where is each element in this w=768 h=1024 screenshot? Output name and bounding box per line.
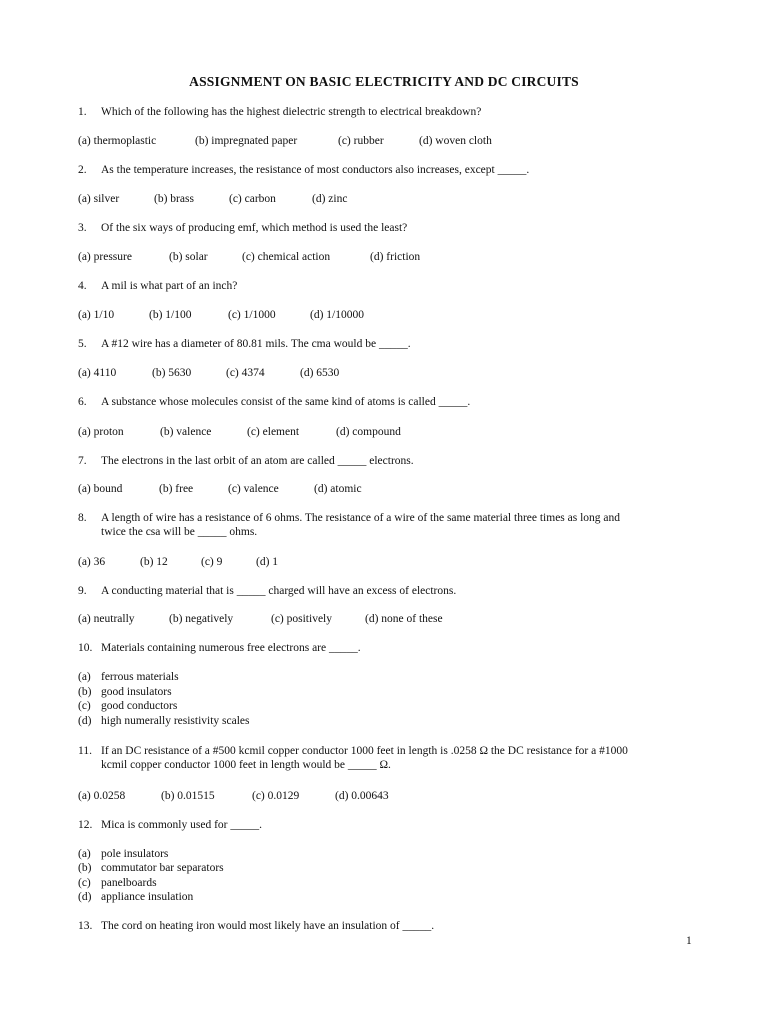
document-title: ASSIGNMENT ON BASIC ELECTRICITY AND DC CIRCUITS xyxy=(189,74,579,89)
option-a: (a) neutrally xyxy=(78,613,135,625)
option-text: good conductors xyxy=(101,700,178,712)
question-number: 4. xyxy=(78,280,87,292)
option-letter: (a) xyxy=(78,848,91,860)
question-text: A substance whose molecules consist of the same kind of atoms is called _____. xyxy=(101,396,471,408)
option-a: (a) silver xyxy=(78,193,120,205)
question-text: A length of wire has a resistance of 6 ohms. The resistance of a wire of the same material three times as long and xyxy=(101,512,621,524)
question-number: 12. xyxy=(78,819,93,831)
option-d: (d) 1 xyxy=(256,556,279,568)
option-a: (a) proton xyxy=(78,426,124,438)
option-c: (c) positively xyxy=(271,613,332,625)
option-a: (a) bound xyxy=(78,483,123,495)
question-text: If an DC resistance of a #500 kcmil copper conductor 1000 feet in length is .0258 Ω the DC resistance for a #1000 xyxy=(101,745,628,757)
option-b: (b) brass xyxy=(154,193,194,205)
question-text: The cord on heating iron would most likely have an insulation of _____. xyxy=(101,920,435,932)
option-c: (c) 0.0129 xyxy=(252,790,300,802)
option-b: (b) impregnated paper xyxy=(195,135,298,147)
option-letter: (b) xyxy=(78,862,92,874)
option-letter: (d) xyxy=(78,891,92,903)
option-c: (c) rubber xyxy=(338,135,384,147)
option-b: (b) free xyxy=(159,483,194,495)
question-text: As the temperature increases, the resistance of most conductors also increases, except _____. xyxy=(101,164,530,176)
question-number: 2. xyxy=(78,164,87,176)
question-number: 6. xyxy=(78,396,87,408)
question-text: Mica is commonly used for _____. xyxy=(101,819,262,831)
option-letter: (c) xyxy=(78,877,91,889)
option-c: (c) chemical action xyxy=(242,251,331,263)
question-number: 13. xyxy=(78,920,93,932)
question-number: 3. xyxy=(78,222,87,234)
question-text: The electrons in the last orbit of an atom are called _____ electrons. xyxy=(101,455,414,467)
option-a: (a) 36 xyxy=(78,556,106,568)
option-c: (c) element xyxy=(247,426,300,438)
option-d: (d) 6530 xyxy=(300,367,340,379)
question-text: Which of the following has the highest dielectric strength to electrical breakdown? xyxy=(101,106,482,118)
option-c: (c) 9 xyxy=(201,556,223,568)
question-text: A mil is what part of an inch? xyxy=(101,280,238,292)
option-text: panelboards xyxy=(101,877,157,889)
option-d: (d) atomic xyxy=(314,483,362,495)
option-b: (b) negatively xyxy=(169,613,234,625)
option-text: high numerally resistivity scales xyxy=(101,715,250,727)
option-text: commutator bar separators xyxy=(101,862,224,874)
question-number: 10. xyxy=(78,642,93,654)
question-text: Of the six ways of producing emf, which method is used the least? xyxy=(101,222,408,234)
option-b: (b) 0.01515 xyxy=(161,790,215,802)
option-d: (d) compound xyxy=(336,426,401,438)
option-text: good insulators xyxy=(101,686,172,698)
option-c: (c) carbon xyxy=(229,193,276,205)
option-text: ferrous materials xyxy=(101,671,179,683)
option-d: (d) 1/10000 xyxy=(310,309,364,321)
option-d: (d) woven cloth xyxy=(419,135,492,147)
option-d: (d) zinc xyxy=(312,193,348,205)
option-c: (c) 4374 xyxy=(226,367,265,379)
option-letter: (a) xyxy=(78,671,91,683)
option-b: (b) 1/100 xyxy=(149,309,192,321)
question-number: 8. xyxy=(78,512,87,524)
question-text: A #12 wire has a diameter of 80.81 mils. The cma would be _____. xyxy=(101,338,411,350)
question-text-continued: kcmil copper conductor 1000 feet in length would be _____ Ω. xyxy=(101,759,391,771)
option-d: (d) 0.00643 xyxy=(335,790,389,802)
question-number: 11. xyxy=(78,745,92,757)
option-letter: (d) xyxy=(78,715,92,727)
option-letter: (b) xyxy=(78,686,92,698)
question-text-continued: twice the csa will be _____ ohms. xyxy=(101,526,258,538)
page-number: 1 xyxy=(686,935,692,947)
option-text: appliance insulation xyxy=(101,891,194,903)
option-a: (a) 4110 xyxy=(78,367,117,379)
option-c: (c) valence xyxy=(228,483,279,495)
option-b: (b) 12 xyxy=(140,556,168,568)
question-text: A conducting material that is _____ charged will have an excess of electrons. xyxy=(101,585,457,597)
option-c: (c) 1/1000 xyxy=(228,309,276,321)
option-letter: (c) xyxy=(78,700,91,712)
option-a: (a) pressure xyxy=(78,251,132,263)
question-number: 7. xyxy=(78,455,87,467)
option-b: (b) solar xyxy=(169,251,208,263)
option-a: (a) 0.0258 xyxy=(78,790,126,802)
question-text: Materials containing numerous free electrons are _____. xyxy=(101,642,361,654)
option-a: (a) 1/10 xyxy=(78,309,115,321)
question-number: 5. xyxy=(78,338,87,350)
question-number: 1. xyxy=(78,106,87,118)
option-text: pole insulators xyxy=(101,848,169,860)
option-a: (a) thermoplastic xyxy=(78,135,157,147)
option-b: (b) 5630 xyxy=(152,367,192,379)
option-d: (d) none of these xyxy=(365,613,443,625)
option-d: (d) friction xyxy=(370,251,421,263)
question-number: 9. xyxy=(78,585,87,597)
option-b: (b) valence xyxy=(160,426,212,438)
